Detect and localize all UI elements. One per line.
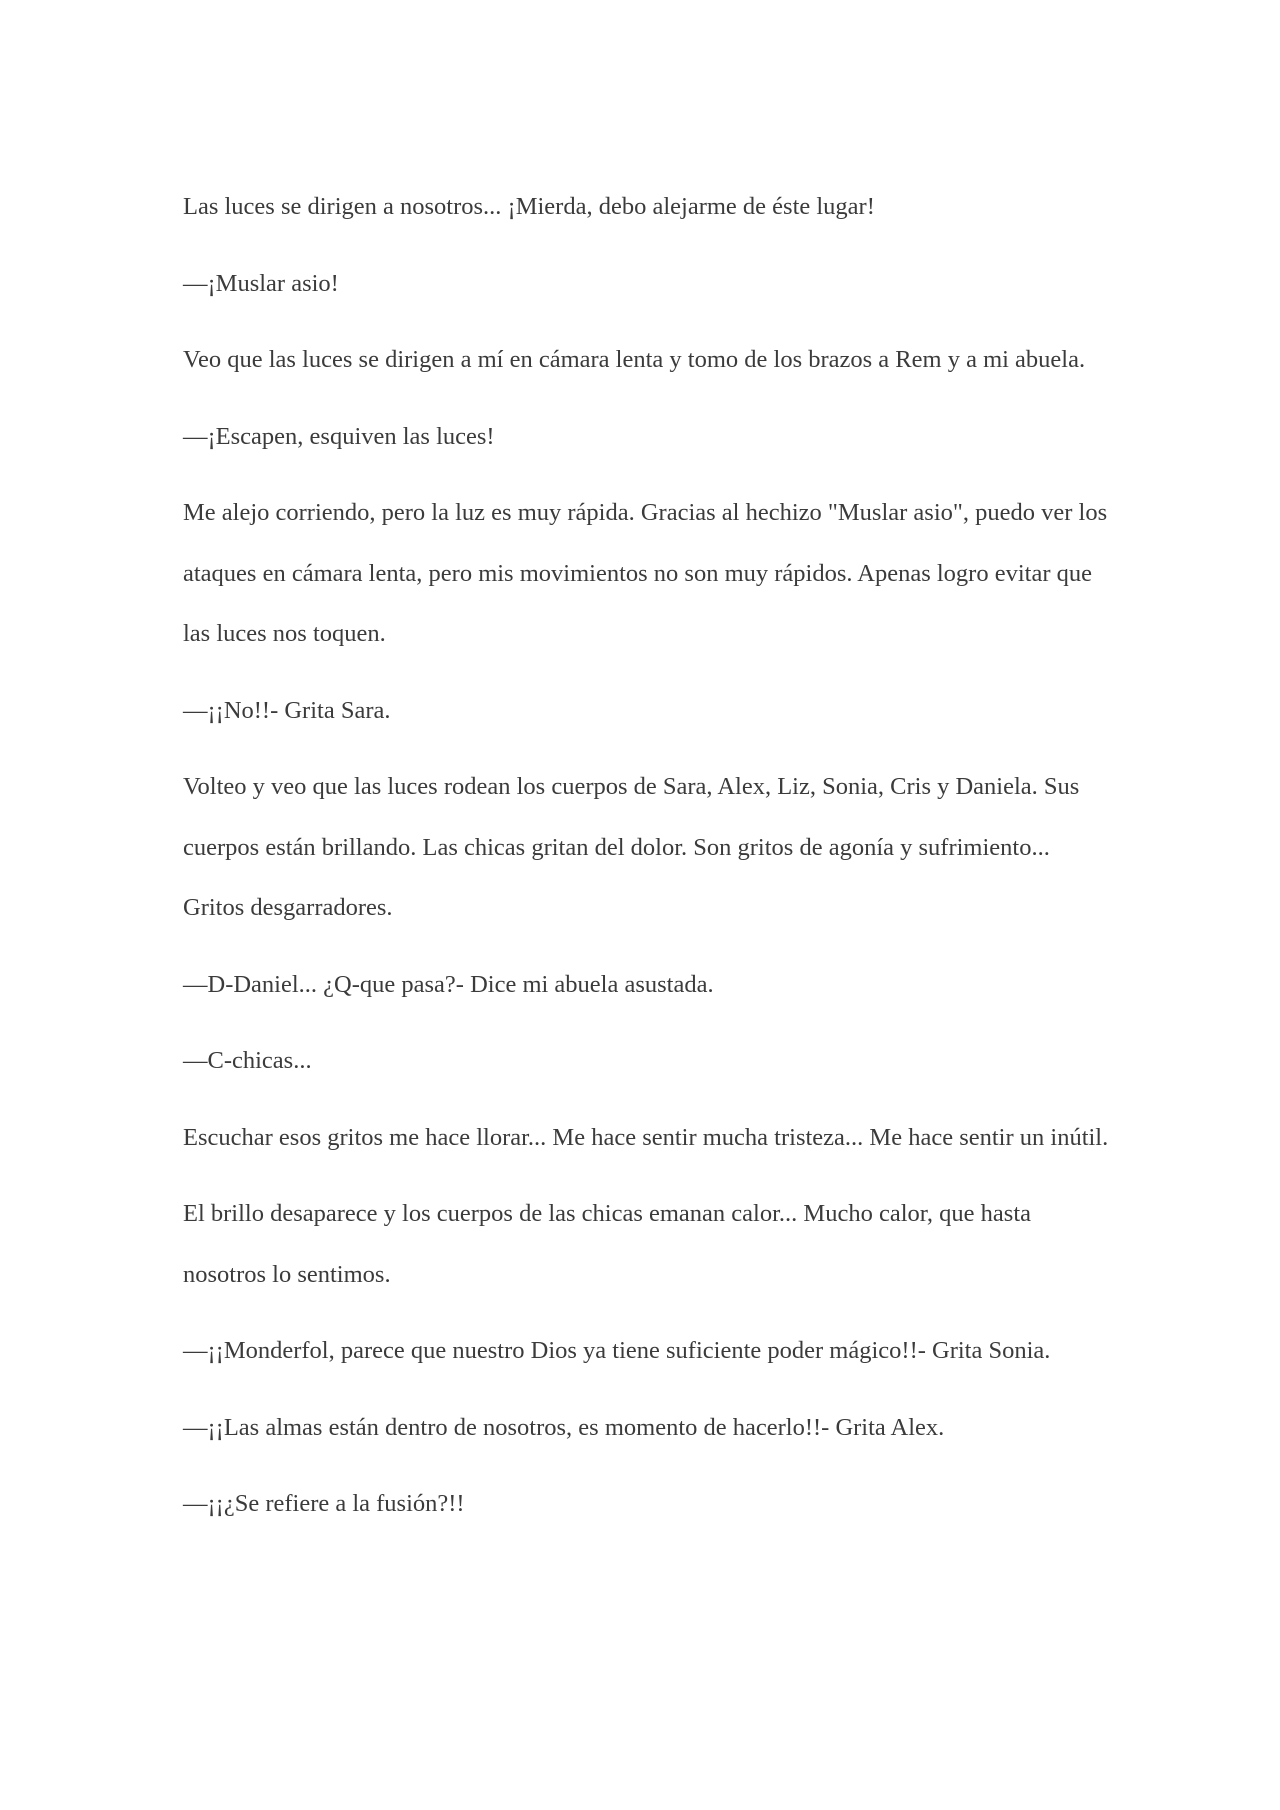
paragraph: Las luces se dirigen a nosotros... ¡Mierda, debo alejarme de éste lugar!	[183, 193, 875, 220]
paragraph: —¡Muslar asio!	[183, 269, 339, 297]
document-body	[183, 177, 1113, 1535]
paragraph: Me alejo corriendo, pero la luz es muy rápida. Gracias al hechizo "Muslar asio", puedo ver los ataques en cámara lenta, pero mis movimientos no son muy rápidos. Apenas logro evitar que las luces nos toquen.	[183, 499, 1108, 647]
paragraph: Veo que las luces se dirigen a mí en cámara lenta y tomo de los brazos a Rem y a mi abuela.	[183, 346, 1086, 373]
paragraph: —¡¡¿Se refiere a la fusión?!!	[183, 1490, 465, 1517]
paragraph: —¡¡Monderfol, parece que nuestro Dios ya tiene suficiente poder mágico!!- Grita Sonia.	[183, 1337, 1051, 1364]
paragraph: Escuchar esos gritos me hace llorar... Me hace sentir mucha tristeza... Me hace sentir un inútil.	[183, 1123, 1109, 1151]
paragraph: —¡¡No!!- Grita Sara.	[183, 696, 391, 724]
paragraph: Volteo y veo que las luces rodean los cuerpos de Sara, Alex, Liz, Sonia, Cris y Daniela. Sus cuerpos están brillando. Las chicas gritan del dolor. Son gritos de agonía y sufrimiento... Gritos desgarradores.	[183, 773, 1080, 921]
paragraph: —¡Escapen, esquiven las luces!	[183, 422, 495, 450]
paragraph: —C-chicas...	[183, 1047, 312, 1074]
paragraph: El brillo desaparece y los cuerpos de las chicas emanan calor... Mucho calor, que hasta nosotros lo sentimos.	[183, 1200, 1032, 1288]
paragraph: —¡¡Las almas están dentro de nosotros, es momento de hacerlo!!- Grita Alex.	[183, 1413, 945, 1441]
paragraph: —D-Daniel... ¿Q-que pasa?- Dice mi abuela asustada.	[183, 970, 714, 998]
